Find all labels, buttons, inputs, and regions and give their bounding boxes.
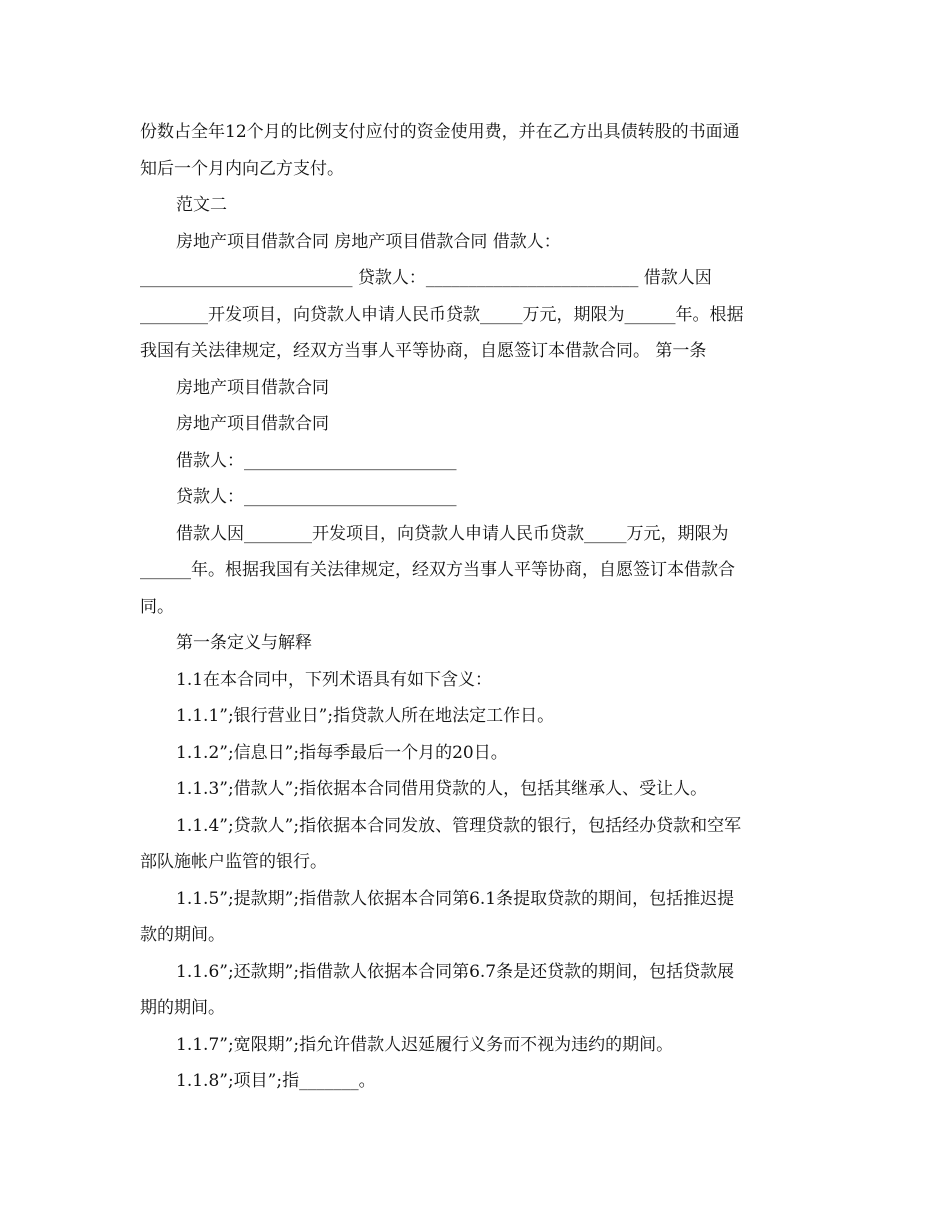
clause-line: 期的期间。 [140,998,225,1018]
text-line: ________开发项目，向贷款人申请人民币贷款_____万元，期限为______年。根据 [140,304,744,325]
section-heading: 范文二 [176,195,227,215]
article-heading: 第一条定义与解释 [176,633,312,653]
clause-line: 款的期间。 [140,925,225,945]
clause-line: 1.1.2”;信息日”;指每季最后一个月的20日。 [176,742,508,763]
clause-line: 1.1.5”;提款期”;指借款人依据本合同第6.1条提取贷款的期间，包括推迟提 [176,888,735,909]
document-body [140,114,810,1100]
contract-title: 房地产项目借款合同 [176,414,329,434]
text-line: 同。 [140,596,174,617]
clause-line: 1.1.3”;借款人”;指依据本合同借用贷款的人，包括其继承人、受让人。 [176,779,708,799]
text-line: 知后一个月内向乙方支付。 [140,158,344,179]
borrower-line: 借款人：_________________________ [176,450,457,471]
contract-title: 房地产项目借款合同 [176,377,329,398]
clause-line: 1.1在本合同中，下列术语具有如下含义： [176,669,493,690]
text-line: ______年。根据我国有关法律规定，经双方当事人平等协商，自愿签订本借款合 [140,560,735,580]
text-line: 份数占全年12个月的比例支付应付的资金使用费，并在乙方出具债转股的书面通 [140,122,740,142]
text-line: 我国有关法律规定，经双方当事人平等协商，自愿签订本借款合同。 第一条 [140,341,707,361]
clause-line: 1.1.4”;贷款人”;指依据本合同发放、管理贷款的银行，包括经办贷款和空军 [176,815,742,836]
text-line: _________________________ 贷款人：_________________________ 借款人因 [140,268,712,288]
clause-line: 1.1.1”;银行营业日”;指贷款人所在地法定工作日。 [176,706,555,726]
text-line: 借款人因________开发项目，向贷款人申请人民币贷款_____万元，期限为 [176,523,729,544]
clause-line: 1.1.6”;还款期”;指借款人依据本合同第6.7条是还贷款的期间，包括贷款展 [176,961,735,982]
clause-line: 1.1.7”;宽限期”;指允许借款人迟延履行义务而不视为违约的期间。 [176,1034,674,1055]
clause-line: 部队施帐户监管的银行。 [140,852,327,872]
clause-line: 1.1.8”;项目”;指_______。 [176,1071,376,1091]
text-line: 房地产项目借款合同 房地产项目借款合同 借款人： [176,231,561,252]
lender-line: 贷款人：_________________________ [176,487,457,507]
